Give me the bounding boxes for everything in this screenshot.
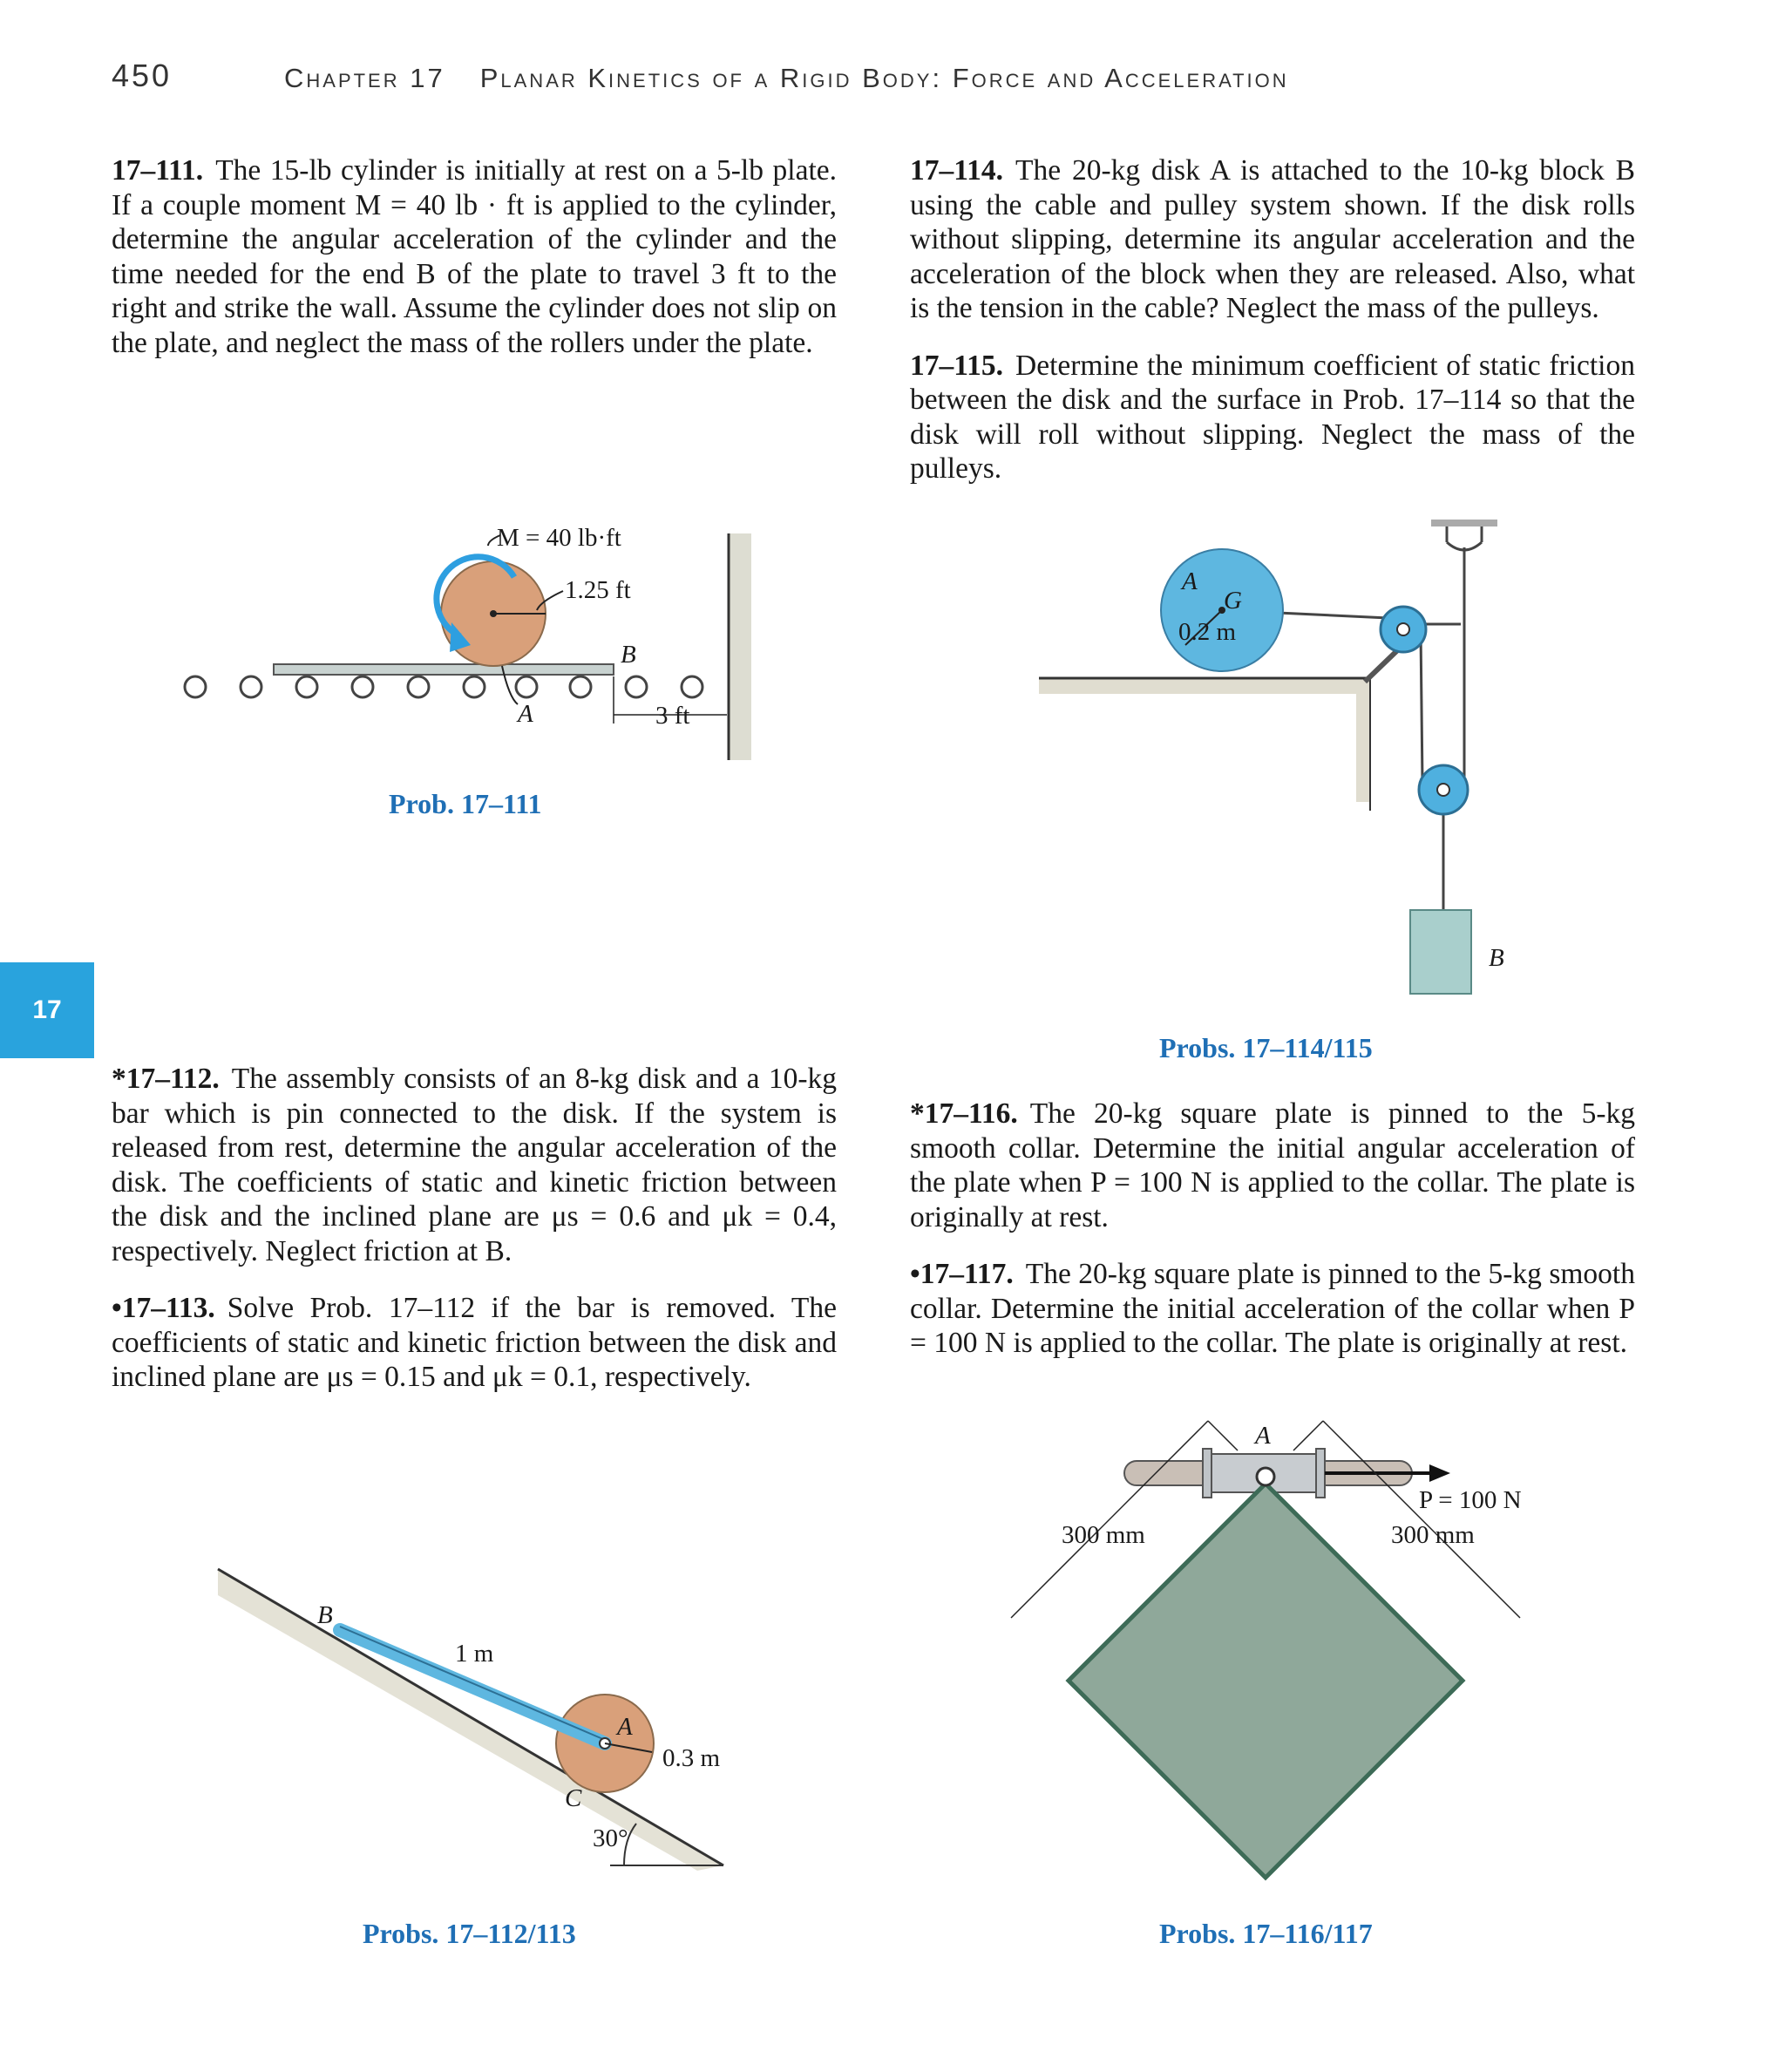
radius-label: 1.25 ft xyxy=(565,576,631,604)
problem-text: Solve Prob. 17–112 if the bar is removed. The coefficients of static and kinetic friction between the disk and inclined plane are μs = 0.15 and μk = 0.1, respectively. xyxy=(112,1292,837,1393)
problem-text: The 15-lb cylinder is initially at rest on a 5-lb plate. If a couple moment M = 40 lb · ft is applied to the cylinder, determine the angular acceleration of the cylinder and the time needed for the end B of the plate to travel 3 ft to the right and strike the wall. Assume the cylinder does not slip on the plate, and neglect the mass of the rollers under the plate. xyxy=(112,154,837,359)
label-b: B xyxy=(317,1601,333,1629)
chapter-title: Planar Kinetics of a Rigid Body: Force and Acceleration xyxy=(479,63,1289,93)
problem-number: *17–116. xyxy=(910,1097,1018,1130)
label-a: A xyxy=(617,1713,633,1741)
caption-17-116-117: Probs. 17–116/117 xyxy=(1159,1918,1373,1949)
problem-text: The 20-kg disk A is attached to the 10-kg block B using the cable and pulley system shown. If the disk rolls without slipping, determine its angular acceleration and the acceleration of the block when they are released. Also, what is the tension in the cable? Neglect the mass of the pulleys. xyxy=(910,154,1635,324)
label-a: A xyxy=(518,700,533,728)
problem-number: 17–115. xyxy=(910,349,1004,382)
chapter-tab: 17 xyxy=(0,962,94,1058)
page-number: 450 xyxy=(112,58,173,93)
side-left-label: 300 mm xyxy=(1062,1521,1145,1549)
caption-17-112-113: Probs. 17–112/113 xyxy=(363,1918,576,1949)
collar-ring-right xyxy=(1316,1449,1325,1498)
ext-right xyxy=(1293,1421,1323,1450)
distance-label: 3 ft xyxy=(655,702,690,730)
problem-number: 17–111. xyxy=(112,154,204,187)
label-a: A xyxy=(1255,1422,1271,1450)
problem-text: The assembly consists of an 8-kg disk and a 10-kg bar which is pin connected to the disk. If the system is released from rest, determine the angular acceleration of the disk. The coefficients of static and kinetic friction between the disk and the inclined plane are μs = 0.6 and μk = 0.4, respectively. Neglect friction at B. xyxy=(112,1063,837,1267)
side-right-label: 300 mm xyxy=(1391,1521,1475,1549)
ext-left xyxy=(1208,1421,1238,1450)
caption-17-114-115: Probs. 17–114/115 xyxy=(1159,1032,1373,1063)
problem-text: The 20-kg square plate is pinned to the 5-kg smooth collar. Determine the initial angular acceleration of the plate when P = 100 N is applied to the collar. The plate is originally at rest. xyxy=(910,1097,1635,1233)
problem-number: 17–114. xyxy=(910,154,1004,187)
caption-17-111: Prob. 17–111 xyxy=(389,788,542,819)
moment-label: M = 40 lb·ft xyxy=(497,524,621,552)
radius-label: 0.3 m xyxy=(662,1744,721,1772)
force-arrowhead xyxy=(1429,1464,1450,1482)
length-label: 1 m xyxy=(455,1640,494,1668)
chapter-label: Chapter 17 xyxy=(284,63,445,93)
problem-number: •17–117. xyxy=(910,1258,1014,1290)
label-a: A xyxy=(1182,567,1198,595)
label-g: G xyxy=(1224,587,1242,615)
pin-a xyxy=(1257,1468,1274,1485)
problem-number: *17–112. xyxy=(112,1063,220,1095)
radius-label: 0.2 m xyxy=(1178,618,1237,646)
problem-number: •17–113. xyxy=(112,1292,215,1324)
angle-label: 30° xyxy=(593,1824,628,1852)
problem-text: Determine the minimum coefficient of static friction between the disk and the surface in Prob. 17–114 so that the disk will roll without slipping. Neglect the mass of the pulleys. xyxy=(910,349,1635,485)
force-label: P = 100 N xyxy=(1419,1486,1522,1514)
label-c: C xyxy=(565,1784,582,1812)
problem-text: The 20-kg square plate is pinned to the 5-kg smooth collar. Determine the initial acceleration of the collar when P = 100 N is applied to the collar. The plate is originally at rest. xyxy=(910,1258,1635,1359)
collar-ring-left xyxy=(1203,1449,1211,1498)
label-b: B xyxy=(621,641,636,669)
label-b: B xyxy=(1489,944,1504,972)
